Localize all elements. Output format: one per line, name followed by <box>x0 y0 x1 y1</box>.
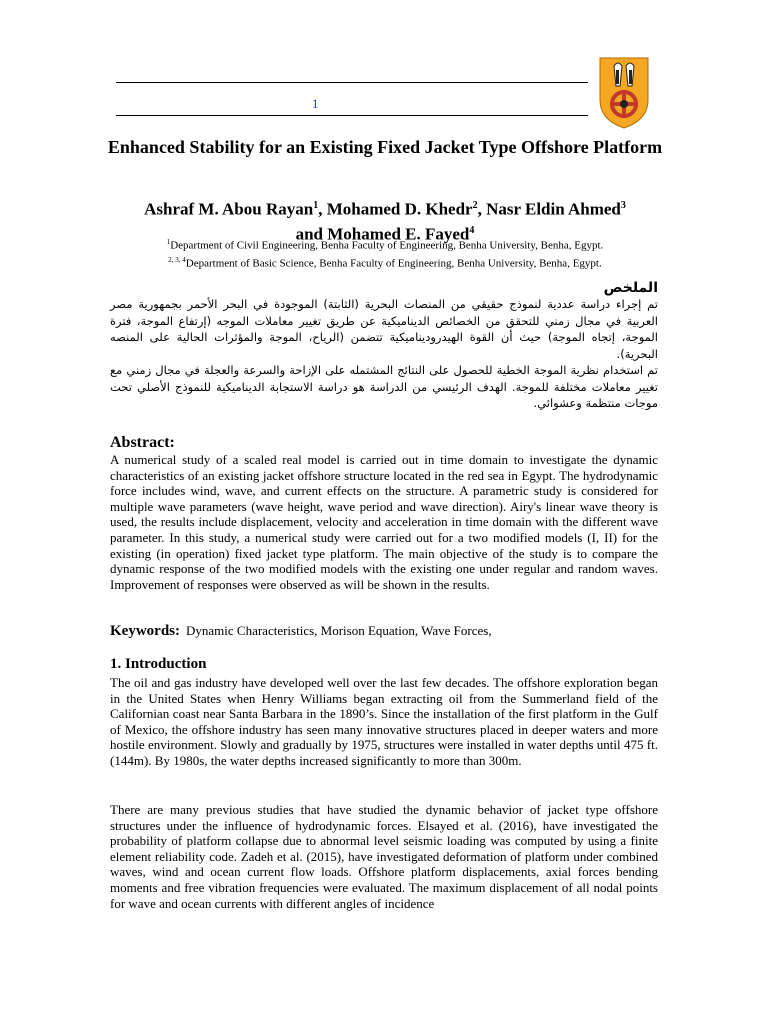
arabic-abstract-heading: الملخص <box>603 280 658 296</box>
arabic-paragraph: تم إجراء دراسة عددية لنموذج حقيقي من المنصات البحرية (الثابتة) الموجودة في البحر الأحمر بجمهورية مصر العربية في مجال زمني للتحقق من الخصائص الديناميكية عن طريق تغيير معاملات الموجه (إرتفاع الموجة، فترة الموجة، إتجاه الموجة) حيث أن القوة الهيدروديناميكية تتضمن (الرياح، الموجة والمؤثرات الحالية على المنصه البحرية). <box>110 297 658 361</box>
author-affiliation-mark: 2 <box>472 200 478 211</box>
university-crest-icon <box>596 56 652 130</box>
arabic-paragraph: تم استخدام نظرية الموجة الخطية للحصول على النتائج المشتمله على الإزاحة والسرعة والعجلة في مجال زمني مع تغيير معاملات مختلفة للموجة. الهدف الرئيسي من الدراسة هو دراسة الاستجابة الديناميكية للنموذج الأصلي تحت موجات منتظمة وعشوائي. <box>110 363 658 410</box>
author-list: Ashraf M. Abou Rayan$^1$, Mohamed D. Khedr$^2$, Nasr Eldin Ahmed$^3$ and Mohamed E. Fayed$^4$ <box>144 199 626 244</box>
affiliation-line: $^1$Department of Civil Engineering, Benha Faculty of Engineering, Benha University, Benha, Egypt. <box>166 238 604 252</box>
author-name: and Mohamed E. Fayed <box>295 224 470 244</box>
affiliations <box>100 235 670 270</box>
introduction-paragraph: The oil and gas industry have developed well over the last few decades. The offshore exploration began in the United States when Henry Williams began extracting oil from the Summerland field of the Californian coast near Santa Barbara in the 1890’s. Since the installation of the first platform in the Gulf of Mexico, the offshore industry has seen many innovative structures placed in deeper waters and more hostile environment. Slowly and gradually by 1975, structures were installed in water depths until 475 ft. (144m). By 1980s, the water depths increased significantly to more than 300m. <box>110 675 658 768</box>
keywords-label: Keywords: <box>110 623 180 639</box>
keywords-text: Dynamic Characteristics, Morison Equation, Wave Forces, <box>186 623 492 638</box>
paper-title: Enhanced Stability for an Existing Fixed Jacket Type Offshore Platform <box>107 137 663 157</box>
abstract-heading: Abstract: <box>110 434 175 451</box>
header-rule-bottom <box>116 115 588 116</box>
author-affiliation-mark: 4 <box>469 224 475 236</box>
introduction-paragraph: There are many previous studies that have studied the dynamic behavior of jacket type offshore structures under the influence of hydrodynamic forces. Elsayed et al. (2016), have investigated the probability of platform collapse due to abnormal level seismic loading was computed by using a finite element reliability code. Zadeh et al. (2015), have investigated deformation of platform under combined waves, wind and ocean current flow loads. Offshore platform displacements, axial forces bending moments and free vibration frequencies were evaluated. The maximum displacement of all nodal points for wave and ocean currents with different angles of incidence <box>110 802 658 911</box>
affiliation-line: $^{2, 3, 4}$Department of Basic Science, Benha Faculty of Engineering, Benha University, Benha, Egypt. <box>168 255 602 270</box>
author-affiliation-mark: 3 <box>620 200 626 211</box>
author-name: Mohamed D. Khedr <box>326 199 473 219</box>
author-affiliation-mark: 1 <box>313 200 319 211</box>
page-number: 1 <box>312 96 319 111</box>
arabic-abstract-body <box>110 296 658 412</box>
abstract-text: A numerical study of a scaled real model is carried out in time domain to investigate the dynamic characteristics of an existing jacket offshore structure located in the red sea in Egypt. The hydrodynamic force includes wind, wave, and current effects on the structure. A parametric study is considered for multiple wave parameters (wave height, wave period and wave direction). Airy's linear wave theory is used, the results include displacement, velocity and acceleration in time domain with the different wave parameter. In this study, a numerical study were carried out for a two modified models (I, II) for the existing (in operation) fixed jacket type platform. The main objective of the study is to compare the dynamic response of the two modified models with the existing one under regular and random waves. Improvement of responses were observed as will be shown in the results. <box>110 452 658 592</box>
author-name: Ashraf M. Abou Rayan <box>144 199 314 219</box>
keywords-line <box>110 623 492 640</box>
introduction-heading: 1. Introduction <box>110 656 207 672</box>
header-rule-top <box>116 82 588 83</box>
author-name: Nasr Eldin Ahmed <box>486 199 621 219</box>
